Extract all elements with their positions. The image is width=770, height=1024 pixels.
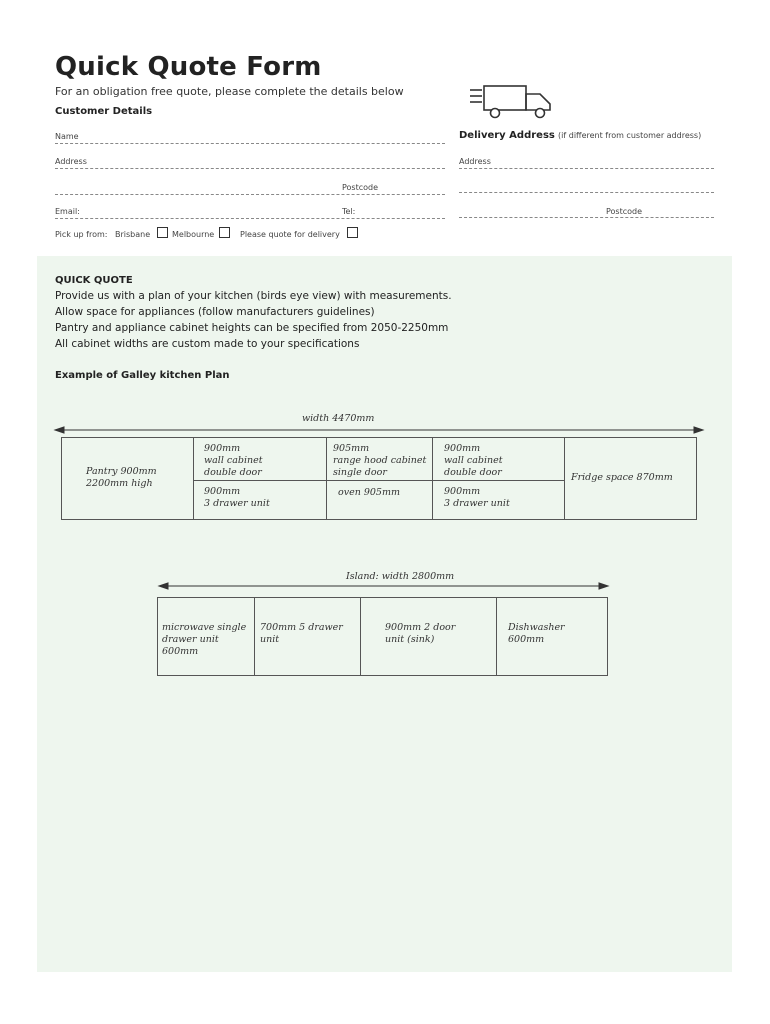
- sink-text: 900mm 2 door unit (sink): [385, 622, 456, 645]
- delivery-note: (if different from customer address): [558, 131, 702, 140]
- island-width-label: Island: width 2800mm: [346, 571, 455, 582]
- quick-quote-line-2: Allow space for appliances (follow manufacturers guidelines): [55, 306, 375, 318]
- delivery-address-label: Address: [459, 157, 491, 166]
- microwave-text: microwave single drawer unit 600mm: [162, 622, 247, 657]
- fridge-cell: [564, 437, 697, 520]
- c3-top-text: 900mm wall cabinet double door: [444, 443, 503, 478]
- quick-quote-line-4: All cabinet widths are custom made to your specifications: [55, 338, 360, 350]
- delivery-postcode-label: Postcode: [606, 207, 643, 216]
- address-label: Address: [55, 157, 87, 166]
- customer-details-heading: Customer Details: [55, 106, 153, 117]
- fridge-text: Fridge space 870mm: [571, 472, 673, 483]
- melbourne-label: Melbourne: [172, 230, 215, 239]
- postcode-label: Postcode: [342, 183, 379, 192]
- pantry-cell: [61, 437, 194, 520]
- delivery-heading-text: Delivery Address: [459, 130, 555, 141]
- galley-c2-top: [326, 437, 433, 481]
- delivery-quote-label: Please quote for delivery: [240, 230, 340, 239]
- galley-c2-bottom: [326, 480, 433, 520]
- galley-c3-bottom: [432, 480, 565, 520]
- c1-bottom-text: 900mm 3 drawer unit: [204, 486, 270, 509]
- galley-c1-bottom: [193, 480, 327, 520]
- galley-arrow-left-head: [55, 427, 64, 433]
- pickup-label: Pick up from:: [55, 230, 108, 239]
- island-sink-cell: [360, 597, 497, 676]
- tel-label: Tel:: [342, 207, 356, 216]
- name-label: Name: [55, 132, 79, 141]
- island-arrow-right-head: [599, 583, 608, 589]
- c2-bottom-text: oven 905mm: [338, 487, 400, 498]
- drawers-text: 700mm 5 drawer unit: [260, 622, 343, 645]
- example-heading: Example of Galley kitchen Plan: [55, 370, 230, 381]
- galley-width-label: width 4470mm: [302, 413, 375, 424]
- island-arrow-left-head: [159, 583, 168, 589]
- island-drawers-cell: [254, 597, 361, 676]
- quick-quote-line-3: Pantry and appliance cabinet heights can be specified from 2050-2250mm: [55, 322, 449, 334]
- brisbane-label: Brisbane: [115, 230, 151, 239]
- c3-bottom-text: 900mm 3 drawer unit: [444, 486, 510, 509]
- quick-quote-heading: QUICK QUOTE: [55, 275, 133, 286]
- c2-top-text: 905mm range hood cabinet single door: [333, 443, 427, 478]
- c1-top-text: 900mm wall cabinet double door: [204, 443, 263, 478]
- galley-c1-top: [193, 437, 327, 481]
- galley-arrow-right-head: [694, 427, 703, 433]
- quick-quote-line-1: Provide us with a plan of your kitchen (birds eye view) with measurements.: [55, 290, 452, 302]
- island-dishwasher-cell: [496, 597, 608, 676]
- page-subtitle: For an obligation free quote, please complete the details below: [55, 85, 404, 98]
- page-title: Quick Quote Form: [55, 52, 322, 82]
- island-microwave-cell: [157, 597, 255, 676]
- galley-c3-top: [432, 437, 565, 481]
- pantry-text: Pantry 900mm 2200mm high: [86, 466, 157, 489]
- dishwasher-text: Dishwasher 600mm: [508, 622, 565, 645]
- email-label: Email:: [55, 207, 80, 216]
